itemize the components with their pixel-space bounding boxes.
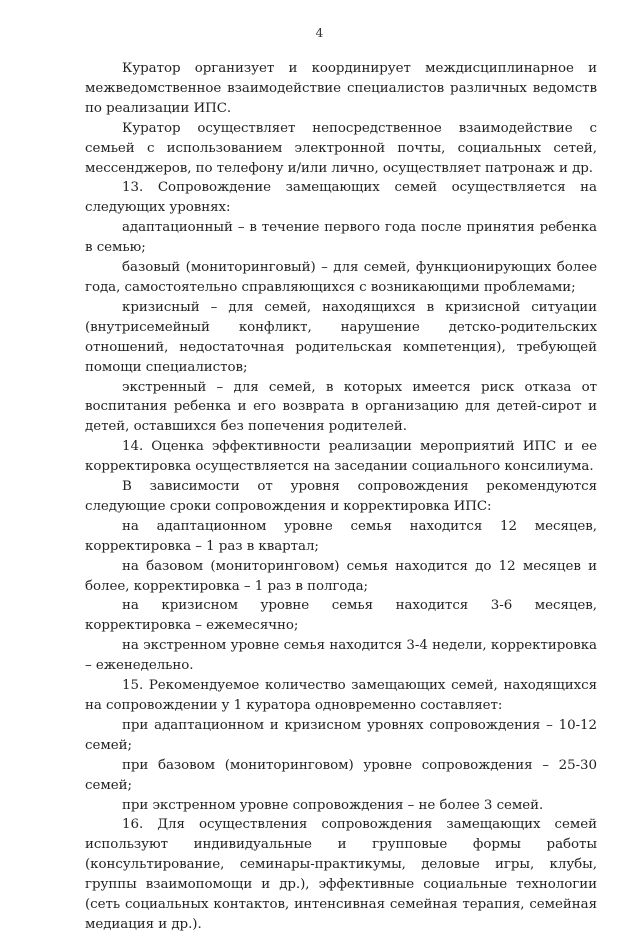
paragraph-count-adaptation-crisis: при адаптационном и кризисном уровнях сопровождения – 10-12 семей; (85, 717, 597, 753)
paragraph-curator-coordination: Куратор организует и координирует междисциплинарное и межведомственное взаимодействие специалистов различных ведомств по реализации ИПС. (85, 61, 597, 116)
paragraph-term-basic: на базовом (мониторинговом) семья находится до 12 месяцев и более, корректировка – 1 раз в полгода; (85, 558, 597, 594)
paragraph-curator-interaction: Куратор осуществляет непосредственное взаимодействие с семьей с использованием электронной почты, социальных сетей, мессенджеров, по телефону и/или лично, осуществляет патронаж и др. (85, 120, 597, 176)
paragraph-term-crisis: на кризисном уровне семья находится 3-6 месяцев, корректировка – ежемесячно; (85, 598, 597, 634)
paragraph-14-evaluation: 14. Оценка эффективности реализации мероприятий ИПС и ее корректировка осуществляется на заседании социального консилиума. (85, 439, 597, 475)
paragraph-13-support-levels: 13. Сопровождение замещающих семей осуществляется на следующих уровнях: (85, 180, 597, 216)
paragraph-support-terms: В зависимости от уровня сопровождения рекомендуются следующие сроки сопровождения и корректировка ИПС: (85, 479, 597, 514)
paragraph-term-emergency: на экстренном уровне семья находится 3-4 недели, корректировка – еженедельно. (85, 638, 597, 674)
paragraph-term-adaptation: на адаптационном уровне семья находится 12 месяцев, корректировка – 1 раз в квартал; (85, 518, 597, 554)
paragraph-count-emergency: при экстренном уровне сопровождения – не более 3 семей. (122, 797, 544, 813)
paragraph-level-emergency: экстренный – для семей, в которых имеется риск отказа от воспитания ребенка и его возврата в организацию для детей-сирот и детей, оставшихся без попечения родителей. (85, 379, 597, 435)
paragraph-level-basic: базовый (мониторинговый) – для семей, функционирующих более года, самостоятельно справляющихся с возникающими проблемами; (85, 260, 597, 295)
paragraph-level-adaptation: адаптационный – в течение первого года после принятия ребенка в семью; (85, 220, 597, 256)
paragraph-16-work-forms: 16. Для осуществления сопровождения замещающих семей используют индивидуальные и групповые формы работы (консультирование, семинары-практикумы, деловые игры, клубы, группы взаимопомощи и др.), эффективные социальные технологии (сеть социальных контактов, интенсивная семейная терапия, семейная медиация и др.). (85, 817, 597, 932)
paragraph-level-crisis: кризисный – для семей, находящихся в кризисной ситуации (внутрисемейный конфликт, нарушение детско-родительских отношений, недостаточная родительская компетенция), требующей помощи специалистов; (85, 299, 597, 375)
document-body (85, 59, 597, 935)
page-number: 4 (315, 26, 324, 40)
paragraph-count-basic: при базовом (мониторинговом) уровне сопровождения – 25-30 семей; (85, 757, 597, 793)
paragraph-15-family-count: 15. Рекомендуемое количество замещающих семей, находящихся на сопровождении у 1 куратора одновременно составляет: (85, 678, 597, 713)
